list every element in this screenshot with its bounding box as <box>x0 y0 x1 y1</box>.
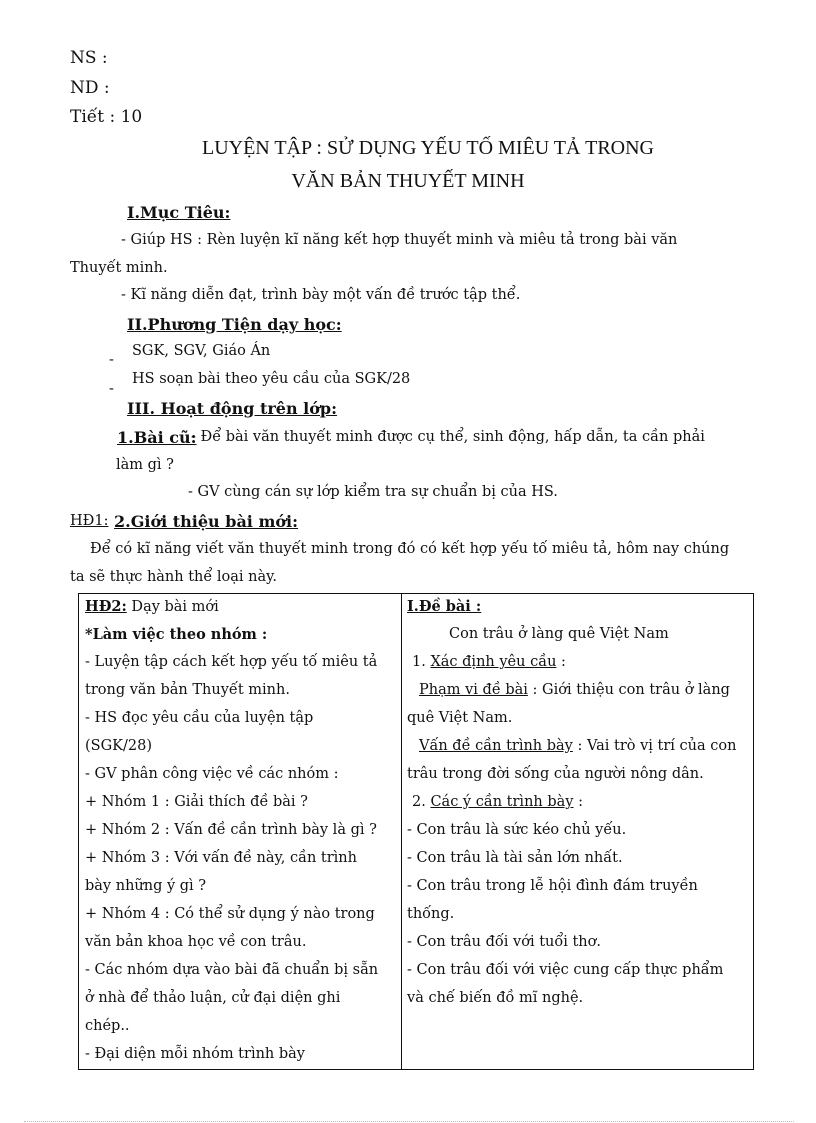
lesson-table <box>78 593 754 1070</box>
old-lesson-label: 1.Bài cũ: <box>117 428 197 447</box>
group-work-heading: *Làm việc theo nhóm : <box>85 626 268 643</box>
bullet-dash: - <box>109 352 114 368</box>
ideas-heading <box>412 794 583 810</box>
section-objectives-heading: I.Mục Tiêu: <box>127 203 231 222</box>
idea-item: và chế biến đồ mĩ nghệ. <box>407 990 584 1006</box>
ideas-num: 2. <box>412 794 431 810</box>
left-line: + Nhóm 1 : Giải thích đề bài ? <box>85 794 308 810</box>
idea-item: - Con trâu là sức kéo chủ yếu. <box>407 822 627 838</box>
intro-text: ta sẽ thực hành thể loại này. <box>70 569 278 585</box>
left-line: - GV phân công việc về các nhóm : <box>85 766 339 782</box>
left-line: bày những ý gì ? <box>85 878 207 894</box>
requirement-heading <box>412 654 566 670</box>
page-title-line2: VĂN BẢN THUYẾT MINH <box>291 170 525 192</box>
issue-line <box>419 738 736 754</box>
left-line: - Luyện tập cách kết hợp yếu tố miêu tả <box>85 654 378 670</box>
issue-text: : Vai trò vị trí của con <box>572 738 737 754</box>
left-line: + Nhóm 4 : Có thể sử dụng ý nào trong <box>85 906 375 922</box>
table-divider <box>401 594 402 1069</box>
section-materials-heading: II.Phương Tiện dạy học: <box>127 315 342 334</box>
idea-item: - Con trâu là tài sản lớn nhất. <box>407 850 623 866</box>
objective-line: - Giúp HS : Rèn luyện kĩ năng kết hợp thuyết minh và miêu tả trong bài văn <box>121 232 678 248</box>
req-label: Xác định yêu cầu <box>430 654 557 670</box>
left-line: trong văn bản Thuyết minh. <box>85 682 290 698</box>
issue-line: trâu trong đời sống của người nông dân. <box>407 766 704 782</box>
page-bottom-edge <box>24 1121 794 1122</box>
ideas-colon: : <box>573 794 583 810</box>
left-line: văn bản khoa học về con trâu. <box>85 934 307 950</box>
left-line: + Nhóm 3 : Với vấn đề này, cần trình <box>85 850 357 866</box>
scope-line: quê Việt Nam. <box>407 710 513 726</box>
hd2-heading <box>85 598 219 615</box>
scope-line <box>419 682 730 698</box>
left-line: + Nhóm 2 : Vấn đề cần trình bày là gì ? <box>85 822 377 838</box>
de-bai-heading: I.Đề bài : <box>407 598 482 615</box>
tiet-label: Tiết : 10 <box>70 107 143 127</box>
intro-heading: 2.Giới thiệu bài mới: <box>114 512 299 531</box>
left-line: chép.. <box>85 1018 130 1034</box>
objective-line: - Kĩ năng diễn đạt, trình bày một vấn đề trước tập thể. <box>121 287 521 303</box>
idea-item: - Con trâu đối với tuổi thơ. <box>407 934 601 950</box>
idea-item: thống. <box>407 906 455 922</box>
ns-label: NS : <box>70 48 108 68</box>
bullet-dash: - <box>109 381 114 397</box>
page-title-line1: LUYỆN TẬP : SỬ DỤNG YẾU TỐ MIÊU TẢ TRONG <box>201 137 654 159</box>
section-activities-heading: III. Hoạt động trên lớp: <box>127 399 338 418</box>
left-line: ở nhà để thảo luận, cử đại diện ghi <box>85 990 341 1006</box>
req-num: 1. <box>412 654 431 670</box>
req-colon: : <box>556 654 566 670</box>
idea-item: - Con trâu đối với việc cung cấp thực phẩm <box>407 962 724 978</box>
old-lesson-question: - Để bài văn thuyết minh được cụ thể, sinh động, hấp dẫn, ta cần phải <box>191 429 705 445</box>
left-line: (SGK/28) <box>85 738 152 754</box>
ideas-label: Các ý cần trình bày <box>430 794 574 810</box>
material-item: SGK, SGV, Giáo Án <box>132 343 271 359</box>
old-lesson-question: làm gì ? <box>116 457 174 473</box>
intro-text: Để có kĩ năng viết văn thuyết minh trong đó có kết hợp yếu tố miêu tả, hôm nay chúng <box>90 541 730 557</box>
old-lesson-check: - GV cùng cán sự lớp kiểm tra sự chuẩn bị của HS. <box>188 484 558 500</box>
idea-item: - Con trâu trong lễ hội đình đám truyền <box>407 878 698 894</box>
issue-label: Vấn đề cần trình bày <box>419 738 573 754</box>
objective-line: Thuyết minh. <box>70 260 168 276</box>
scope-text: : Giới thiệu con trâu ở làng <box>527 682 730 698</box>
scope-label: Phạm vi đề bài <box>419 682 528 698</box>
left-line: - Các nhóm dựa vào bài đã chuẩn bị sẵn <box>85 962 379 978</box>
left-line: - Đại diện mỗi nhóm trình bày <box>85 1046 305 1062</box>
topic-title: Con trâu ở làng quê Việt Nam <box>449 626 669 642</box>
nd-label: ND : <box>70 78 110 98</box>
hd2-label: HĐ2: <box>85 598 127 615</box>
material-item: HS soạn bài theo yêu cầu của SGK/28 <box>132 371 411 387</box>
hd2-title: Dạy bài mới <box>126 599 219 615</box>
left-line: - HS đọc yêu cầu của luyện tập <box>85 710 314 726</box>
hd1-label: HĐ1: <box>70 513 109 529</box>
